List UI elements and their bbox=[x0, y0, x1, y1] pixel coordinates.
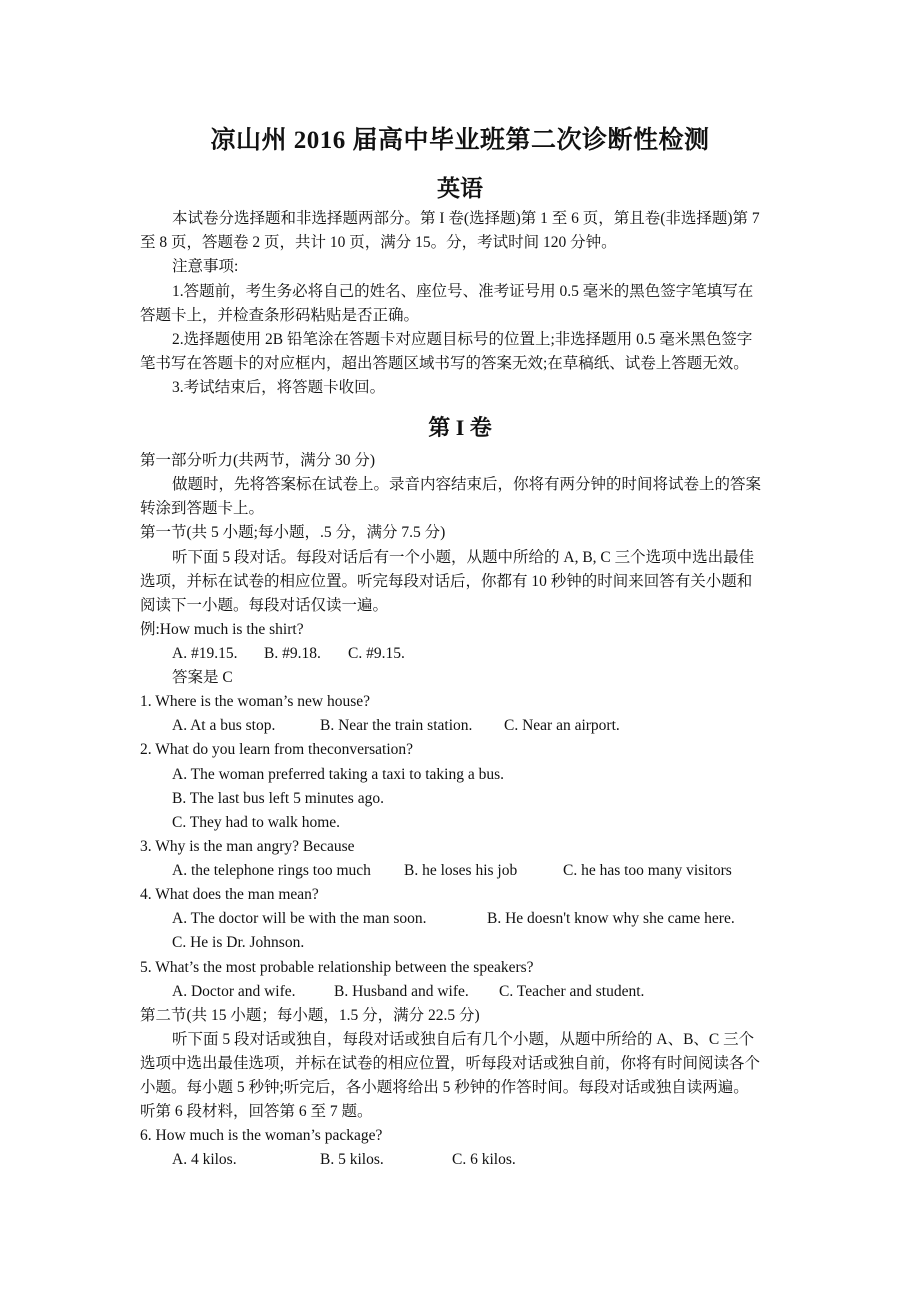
section2-instr-3: 小题。每小题 5 秒钟;听完后，各小题将给出 5 秒钟的作答时间。每段对话或独自读两遍。 bbox=[140, 1079, 749, 1096]
q4-option-a: A. The doctor will be with the man soon. bbox=[172, 910, 427, 927]
q2-option-c: C. They had to walk home. bbox=[172, 814, 341, 831]
q6-option-b: B. 5 kilos. bbox=[320, 1151, 384, 1168]
q4-option-c: C. He is Dr. Johnson. bbox=[172, 934, 305, 951]
note-2-line-1: 2.选择题使用 2B 铅笔涂在答题卡对应题目标号的位置上;非选择题用 0.5 毫米黑色签字 bbox=[172, 331, 753, 348]
q1-option-a: A. At a bus stop. bbox=[172, 717, 276, 734]
exam-title: 凉山州 2016 届高中毕业班第二次诊断性检测 bbox=[210, 127, 710, 154]
notes-heading: 注意事项: bbox=[172, 258, 239, 275]
note-3: 3.考试结束后，将答题卡收回。 bbox=[172, 379, 386, 396]
part1-instr-2: 转涂到答题卡上。 bbox=[140, 500, 265, 517]
example-option-c: C. #9.15. bbox=[348, 645, 405, 662]
q6-option-c: C. 6 kilos. bbox=[452, 1151, 516, 1168]
q3-option-c: C. he has too many visitors bbox=[563, 862, 732, 879]
example-answer: 答案是 C bbox=[172, 669, 233, 686]
section2-instr-1: 听下面 5 段对话或独自，每段对话或独自后有几个小题，从题中所给的 A、B、C 三个 bbox=[172, 1031, 755, 1048]
q3-option-a: A. the telephone rings too much bbox=[172, 862, 371, 879]
section1-instr-3: 阅读下一小题。每段对话仅读一遍。 bbox=[140, 597, 389, 614]
section1-instr-2: 选项，并标在试卷的相应位置。听完每段对话后，你都有 10 秒钟的时间来回答有关小题和 bbox=[140, 573, 753, 590]
q2-option-a: A. The woman preferred taking a taxi to taking a bus. bbox=[172, 766, 505, 783]
question-1: 1. Where is the woman’s new house? bbox=[140, 693, 371, 710]
question-3: 3. Why is the man angry? Because bbox=[140, 838, 355, 855]
q4-option-b: B. He doesn't know why she came here. bbox=[487, 910, 735, 927]
example-option-b: B. #9.18. bbox=[264, 645, 321, 662]
q6-option-a: A. 4 kilos. bbox=[172, 1151, 237, 1168]
intro-line-2: 至 8 页，答题卷 2 页，共计 10 页，满分 15。分，考试时间 120 分钟。 bbox=[140, 234, 617, 251]
part1-instr-1: 做题时，先将答案标在试卷上。录音内容结束后，你将有两分钟的时间将试卷上的答案 bbox=[172, 476, 762, 493]
question-6: 6. How much is the woman’s package? bbox=[140, 1127, 383, 1144]
example-option-a: A. #19.15. bbox=[172, 645, 238, 662]
section2-instr-2: 选项中选出最佳选项，并标在试卷的相应位置，听每段对话或独自前，你将有时间阅读各个 bbox=[140, 1055, 761, 1072]
section1-instr-1: 听下面 5 段对话。每段对话后有一个小题，从题中所给的 A, B, C 三个选项中选出最佳 bbox=[172, 549, 755, 566]
section1-heading: 第一节(共 5 小题;每小题，.5 分，满分 7.5 分) bbox=[140, 524, 446, 541]
material-note: 听第 6 段材料，回答第 6 至 7 题。 bbox=[140, 1103, 373, 1120]
subject-title: 英语 bbox=[437, 176, 483, 201]
question-5: 5. What’s the most probable relationship between the speakers? bbox=[140, 959, 534, 976]
part1-heading: 第一部分听力(共两节，满分 30 分) bbox=[140, 452, 376, 469]
question-4: 4. What does the man mean? bbox=[140, 886, 319, 903]
q1-option-c: C. Near an airport. bbox=[504, 717, 620, 734]
section2-heading: 第二节(共 15 小题；每小题，1.5 分，满分 22.5 分) bbox=[140, 1007, 480, 1024]
q5-option-b: B. Husband and wife. bbox=[334, 983, 469, 1000]
q5-option-a: A. Doctor and wife. bbox=[172, 983, 296, 1000]
q5-option-c: C. Teacher and student. bbox=[499, 983, 645, 1000]
note-1-line-2: 答题卡上，并检查条形码粘贴是否正确。 bbox=[140, 307, 420, 324]
question-2: 2. What do you learn from theconversation? bbox=[140, 741, 414, 758]
section-title: 第 I 卷 bbox=[428, 415, 492, 440]
note-2-line-2: 笔书写在答题卡的对应框内，超出答题区域书写的答案无效;在草稿纸、试卷上答题无效。 bbox=[140, 355, 749, 372]
q3-option-b: B. he loses his job bbox=[404, 862, 518, 879]
note-1-line-1: 1.答题前，考生务必将自己的姓名、座位号、准考证号用 0.5 毫米的黑色签字笔填写在 bbox=[172, 283, 754, 300]
intro-line-1: 本试卷分选择题和非选择题两部分。第 I 卷(选择题)第 1 至 6 页，第且卷(非选择题)第 7 bbox=[172, 210, 760, 227]
q1-option-b: B. Near the train station. bbox=[320, 717, 473, 734]
q2-option-b: B. The last bus left 5 minutes ago. bbox=[172, 790, 384, 807]
example-question: 例:How much is the shirt? bbox=[140, 621, 304, 638]
